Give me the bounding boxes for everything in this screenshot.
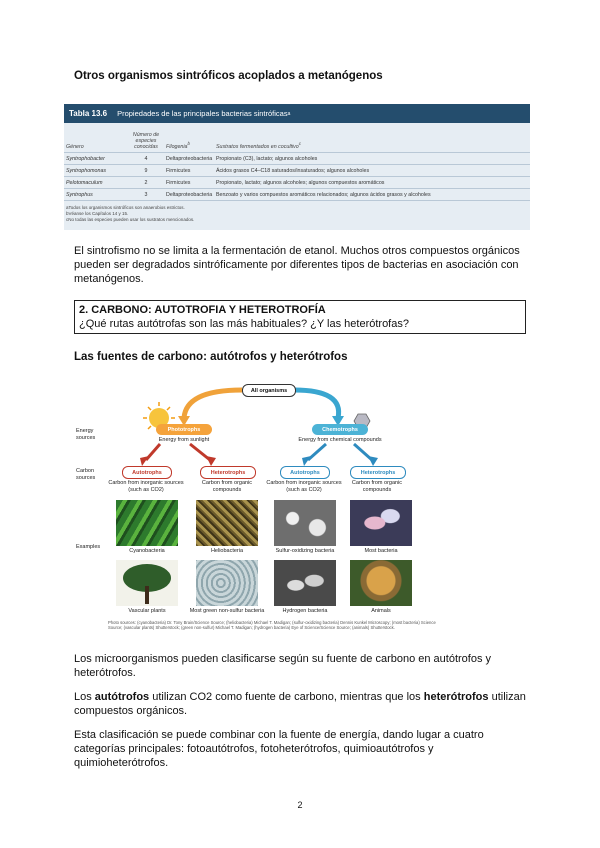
green-nonsulfur-image — [196, 560, 258, 606]
paragraph-classification: Los microorganismos pueden clasificarse según su fuente de carbono en autótrofos y heterótrofos. — [74, 653, 492, 679]
table-row: Syntrophomonas 9 Firmicutes Ácidos grasos C4–C18 saturados/insaturados; algunos alcoholes — [64, 165, 530, 177]
most-bacteria-image — [350, 500, 412, 546]
carbon-source-text: Carbon from inorganic sources (such as CO2) — [266, 480, 342, 493]
table-row: Syntrophobacter 4 Deltaproteobacteria Propionato (C3), lactato; algunos alcoholes — [64, 153, 530, 165]
phototrophs-node: Phototrophs — [156, 424, 212, 435]
photo-credits: Photo sources: (cyanobacteria) Dr. Tony Brain/Science Source; (heliobacteria) Michael T. Madigan; (sulfur-oxidizing bacteria) Dennis Kunkel Microscopy; (most bacteria) Science Source; (vascular plants) Shutterstock; (green non-sulfur) Michael T. Madigan; (hydrogen bacteria) Eye of Science/Science Source; (animals) Shutterstock. — [108, 620, 436, 630]
section-heading: 2. CARBONO: AUTOTROFIA Y HETEROTROFÍA — [79, 304, 326, 316]
example-caption: Most green non-sulfur bacteria — [189, 608, 265, 614]
hydrogen-bacteria-image — [274, 560, 336, 606]
example-caption: Heliobacteria — [210, 548, 244, 554]
vascular-plant-image — [116, 560, 178, 606]
example-caption: Animals — [371, 608, 391, 614]
section-title-carbon: Las fuentes de carbono: autótrofos y heterótrofos — [74, 351, 348, 363]
carbon-energy-diagram — [76, 374, 522, 632]
chemotrophs-energy-text: Energy from chemical compounds — [298, 437, 382, 443]
heliobacteria-image — [196, 500, 258, 546]
example-caption: Most bacteria — [364, 548, 398, 554]
examples-label: Examples — [76, 544, 101, 550]
table-footnotes: aTodos los organismos sintróficos son anaerobios estrictos. bVéanse los Capítulos 14 y 15. cNo todas las especies pueden usar los sustratos mencionados. — [66, 205, 195, 222]
example-caption: Cyanobacteria — [129, 548, 165, 554]
cyanobacteria-image — [116, 500, 178, 546]
example-caption: Vascular plants — [128, 608, 166, 614]
carbon-sources-label: Carbon sources — [76, 468, 96, 481]
all-organisms-node: All organisms — [242, 384, 296, 397]
table-column-headers: Género Número de especies conocidas Filogenia$^b$ Sustratos fermentados en cocultivo$^c$ — [64, 125, 530, 153]
example-caption: Sulfur-oxidizing bacteria — [275, 548, 335, 554]
table-row: Pelotomaculum 2 Firmicutes Propionato, lactato; algunos alcoholes; algunos compuestos aromáticos — [64, 177, 530, 189]
section-title-syntrophic: Otros organismos sintróficos acoplados a metanógenos — [74, 70, 383, 82]
photoautotrophs-node: Autotrophs — [122, 466, 172, 479]
table-header-bar: Tabla 13.6 Propiedades de las principales bacterias sintróficas a — [64, 104, 530, 123]
sulfur-oxidizing-bacteria-image — [274, 500, 336, 546]
page-number: 2 — [297, 800, 303, 810]
carbon-source-text: Carbon from inorganic sources (such as CO2) — [108, 480, 184, 493]
paragraph-syntrophism: El sintrofismo no se limita a la fermentación de etanol. Muchos otros compuestos orgánicos pueden ser degradados sintróficamente por diferentes tipos de bacterias en asociación con metanógenos. — [74, 245, 520, 285]
tree-icon — [116, 560, 178, 606]
paragraph-autotrophs-heterotrophs: Los autótrofos utilizan CO2 como fuente de carbono, mientras que los heterótrofos utilizan compuestos orgánicos. — [74, 691, 526, 717]
energy-sources-label: Energy sources — [76, 428, 96, 441]
table-title: Propiedades de las principales bacterias sintróficas — [117, 109, 288, 118]
chemoautotrophs-node: Autotrophs — [280, 466, 330, 479]
syntrophic-bacteria-table — [64, 104, 530, 230]
section-question: ¿Qué rutas autótrofas son las más habituales? ¿Y las heterótrofas? — [79, 318, 409, 330]
carbon-source-text: Carbon from organic compounds — [351, 480, 403, 493]
table-row: Syntrophus 3 Deltaproteobacteria Benzoato y varios compuestos aromáticos relacionados; algunos ácidos grasos y alcoholes — [64, 189, 530, 201]
chemoheterotrophs-node: Heterotrophs — [350, 466, 406, 479]
section-box — [74, 300, 526, 334]
carbon-source-text: Carbon from organic compounds — [201, 480, 253, 493]
example-caption: Hydrogen bacteria — [282, 608, 328, 614]
paragraph-four-categories: Esta clasificación se puede combinar con la fuente de energía, dando lugar a cuatro categorías principales: fotoautótrofos, fotoheterótrofos, quimioautótrofos y quimioheterótrofos. — [74, 729, 484, 769]
phototrophs-energy-text: Energy from sunlight — [158, 437, 210, 443]
table-number: Tabla 13.6 — [69, 109, 108, 118]
chemotrophs-node: Chemotrophs — [312, 424, 368, 435]
photoheterotrophs-node: Heterotrophs — [200, 466, 256, 479]
animal-image — [350, 560, 412, 606]
